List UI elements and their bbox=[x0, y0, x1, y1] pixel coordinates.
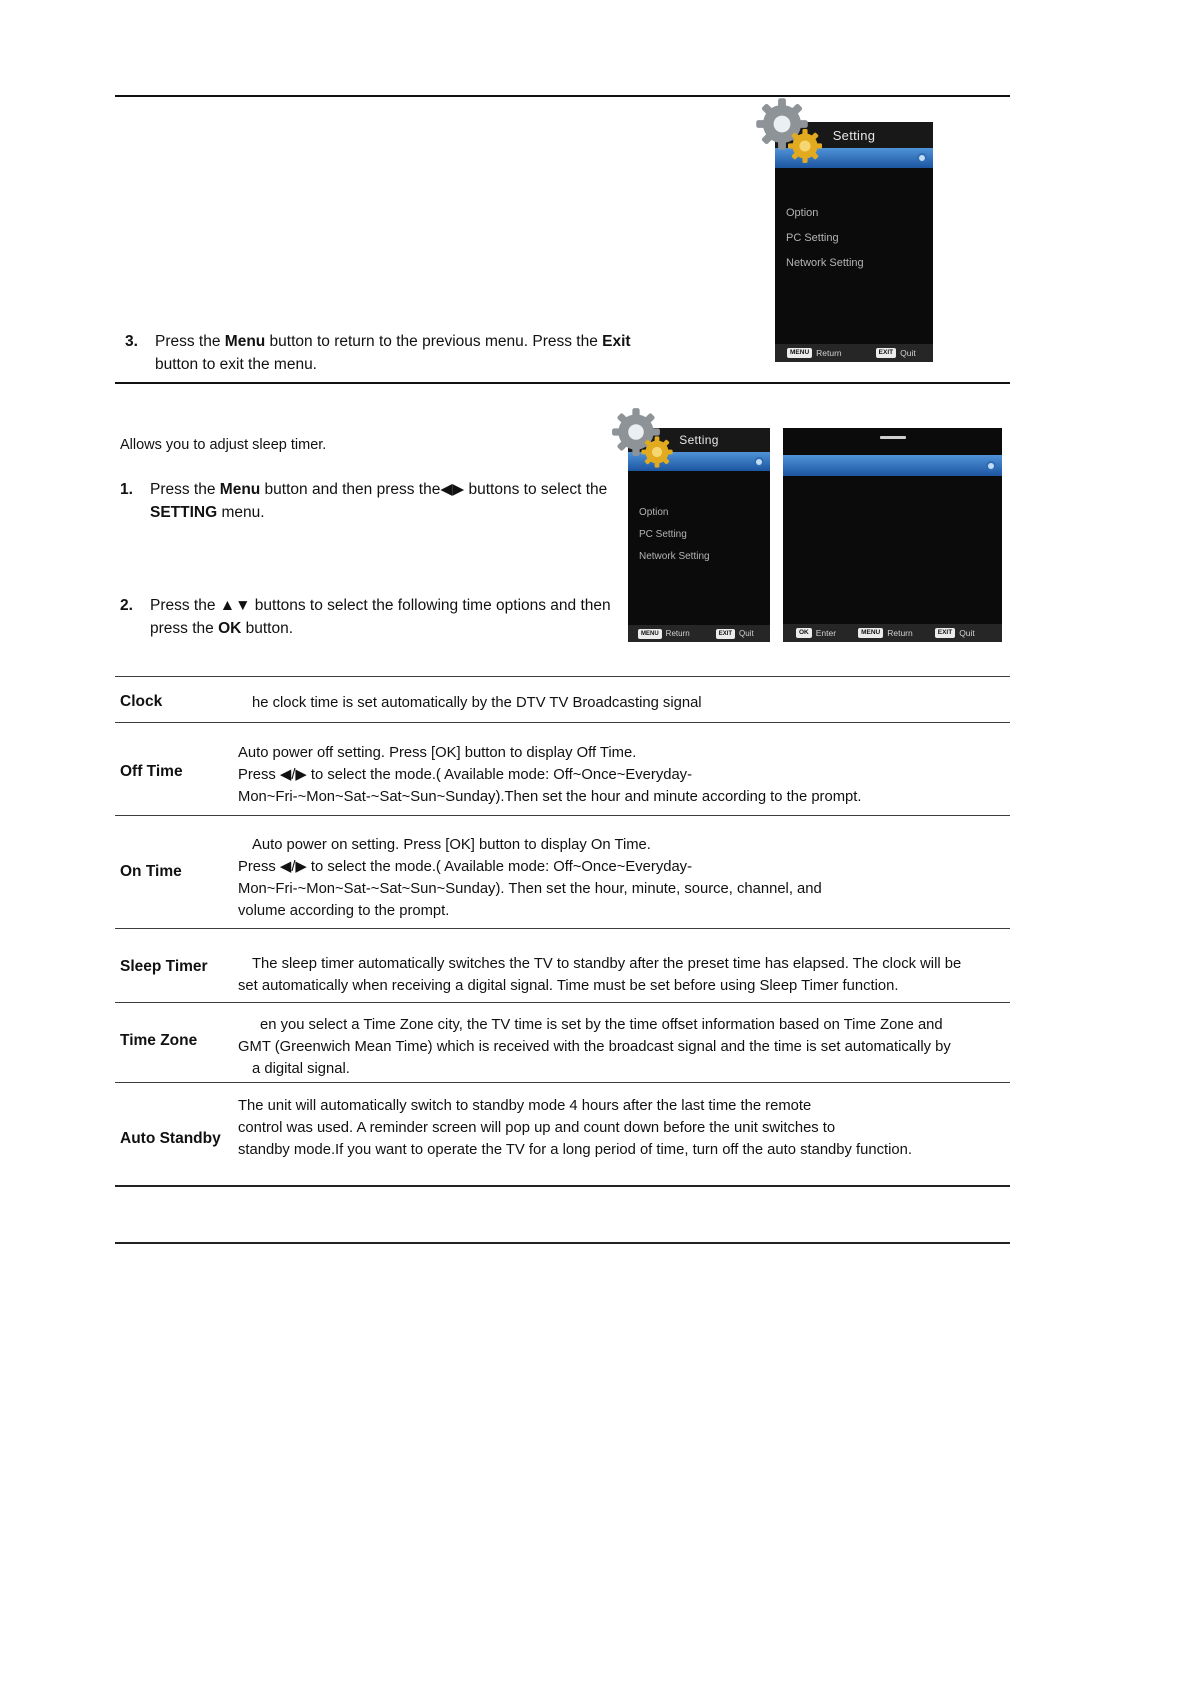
tv-menu-title: Setting bbox=[628, 428, 770, 452]
row-label-on-time: On Time bbox=[120, 863, 182, 880]
tv-footer-bar bbox=[628, 625, 770, 642]
tv-menu-screenshot-2 bbox=[608, 406, 783, 646]
table-line bbox=[115, 928, 1010, 929]
row-label-off-time: Off Time bbox=[120, 763, 183, 780]
tv-highlight-bar bbox=[783, 455, 1002, 476]
exit-quit-hint: EXIT Quit bbox=[935, 628, 975, 639]
left-right-arrows-icon: ◀▶ bbox=[440, 481, 465, 498]
tv-menu-item-option: Option bbox=[639, 506, 669, 518]
tv-menu-screenshot-1 bbox=[752, 96, 942, 368]
ok-key-badge: OK bbox=[796, 628, 812, 639]
row-body-off-time: Auto power off setting. Press [OK] button to display Off Time. Press ◀/▶ to select the mode.( Available mode: Off~Once~Everyday- Mon~Fri-~Mon~Sat-~Sat~Sun~Sunday).Then set the hour and minute according to the prompt. bbox=[238, 745, 862, 806]
row-body-on-time: Auto power on setting. Press [OK] button to display On Time. Press ◀/▶ to select the mode.( Available mode: Off~Once~Everyday- Mon~Fri-~Mon~Sat-~Sat~Sun~Sunday). Then set the hour, minute, source, channel, and volume according to the prompt. bbox=[238, 837, 822, 920]
exit-quit-hint: EXIT Quit bbox=[716, 629, 754, 639]
menu-key-badge: MENU bbox=[787, 348, 812, 359]
table-line bbox=[115, 722, 1010, 723]
divider-line-bottom-1 bbox=[115, 1185, 1010, 1187]
tv-menu-item-option: Option bbox=[786, 206, 819, 219]
tv-menu-items bbox=[628, 501, 770, 567]
row-label-auto-standby: Auto Standby bbox=[120, 1130, 221, 1147]
tv-menu-item-network-setting: Network Setting bbox=[786, 256, 864, 269]
step-2-text: Press the ▲▼ buttons to select the following time options and then press the OK button. bbox=[150, 597, 611, 638]
tv-menu-item-network-setting: Network Setting bbox=[639, 550, 710, 562]
indicator-dot-icon bbox=[986, 461, 996, 471]
step-1: 1. Press the Menu button and then press the◀▶ buttons to select the SETTING menu. bbox=[120, 478, 625, 525]
top-dash-icon bbox=[880, 436, 906, 439]
menu-key-badge: MENU bbox=[638, 629, 662, 639]
row-label-sleep-timer: Sleep Timer bbox=[120, 958, 208, 975]
indicator-dot-icon bbox=[917, 153, 927, 163]
row-body-time-zone: en you select a Time Zone city, the TV time is set by the time offset information based on Time Zone and GMT (Greenwich Mean Time) which is received with the broadcast signal and the time is set automatically by a digital signal. bbox=[238, 1017, 951, 1078]
divider-line-section bbox=[115, 382, 1010, 384]
table-line bbox=[115, 1002, 1010, 1003]
menu-return-hint: MENU Return bbox=[787, 348, 842, 359]
row-body-clock: he clock time is set automatically by the DTV TV Broadcasting signal bbox=[252, 695, 702, 711]
indicator-dot-icon bbox=[754, 457, 764, 467]
row-label-time-zone: Time Zone bbox=[120, 1032, 198, 1049]
tv-footer-bar bbox=[775, 344, 933, 362]
tv-menu-item-pc-setting: PC Setting bbox=[639, 528, 687, 540]
row-label-clock: Clock bbox=[120, 693, 163, 710]
tv-footer-bar bbox=[783, 624, 1002, 642]
up-down-arrows-icon: ▲▼ bbox=[219, 597, 251, 614]
tv-menu-items bbox=[775, 200, 933, 275]
divider-line-bottom-2 bbox=[115, 1242, 1010, 1244]
table-line bbox=[115, 676, 1010, 677]
exit-key-badge: EXIT bbox=[935, 628, 955, 639]
table-line bbox=[115, 815, 1010, 816]
section-lead: Allows you to adjust sleep timer. bbox=[120, 437, 327, 453]
gear-icon bbox=[608, 406, 690, 480]
step-2: 2. Press the ▲▼ buttons to select the following time options and then press the OK button. bbox=[120, 594, 625, 641]
tv-menu-item-pc-setting: PC Setting bbox=[786, 231, 839, 244]
exit-key-badge: EXIT bbox=[876, 348, 896, 359]
menu-return-hint: MENU Return bbox=[638, 629, 690, 639]
step-1-text: Press the Menu button and then press the◀▶ buttons to select the SETTING menu. bbox=[150, 481, 608, 522]
step-3-text: Press the Menu button to return to the previous menu. Press the Exit button to exit the menu. bbox=[155, 333, 631, 374]
exit-quit-hint: EXIT Quit bbox=[876, 348, 916, 359]
gear-icon bbox=[752, 96, 834, 170]
row-body-auto-standby: The unit will automatically switch to standby mode 4 hours after the last time the remote control was used. A reminder screen will pop up and count down before the unit switches to standby mode.If you want to operate the TV for a long period of time, turn off the auto standby function. bbox=[238, 1098, 912, 1159]
tv-menu-screenshot-3 bbox=[783, 428, 1002, 642]
tv-menu-title: Setting bbox=[775, 122, 933, 148]
row-body-sleep-timer: The sleep timer automatically switches the TV to standby after the preset time has elapsed. The clock will be set automatically when receiving a digital signal. Time must be set before using Sleep Timer function. bbox=[238, 956, 962, 995]
menu-key-badge: MENU bbox=[858, 628, 883, 639]
table-line bbox=[115, 1082, 1010, 1083]
menu-return-hint: MENU Return bbox=[858, 628, 913, 639]
exit-key-badge: EXIT bbox=[716, 629, 735, 639]
ok-enter-hint: OK Enter bbox=[796, 628, 836, 639]
step-3: 3. Press the Menu button to return to the previous menu. Press the Exit button to exit the menu. bbox=[125, 330, 670, 377]
